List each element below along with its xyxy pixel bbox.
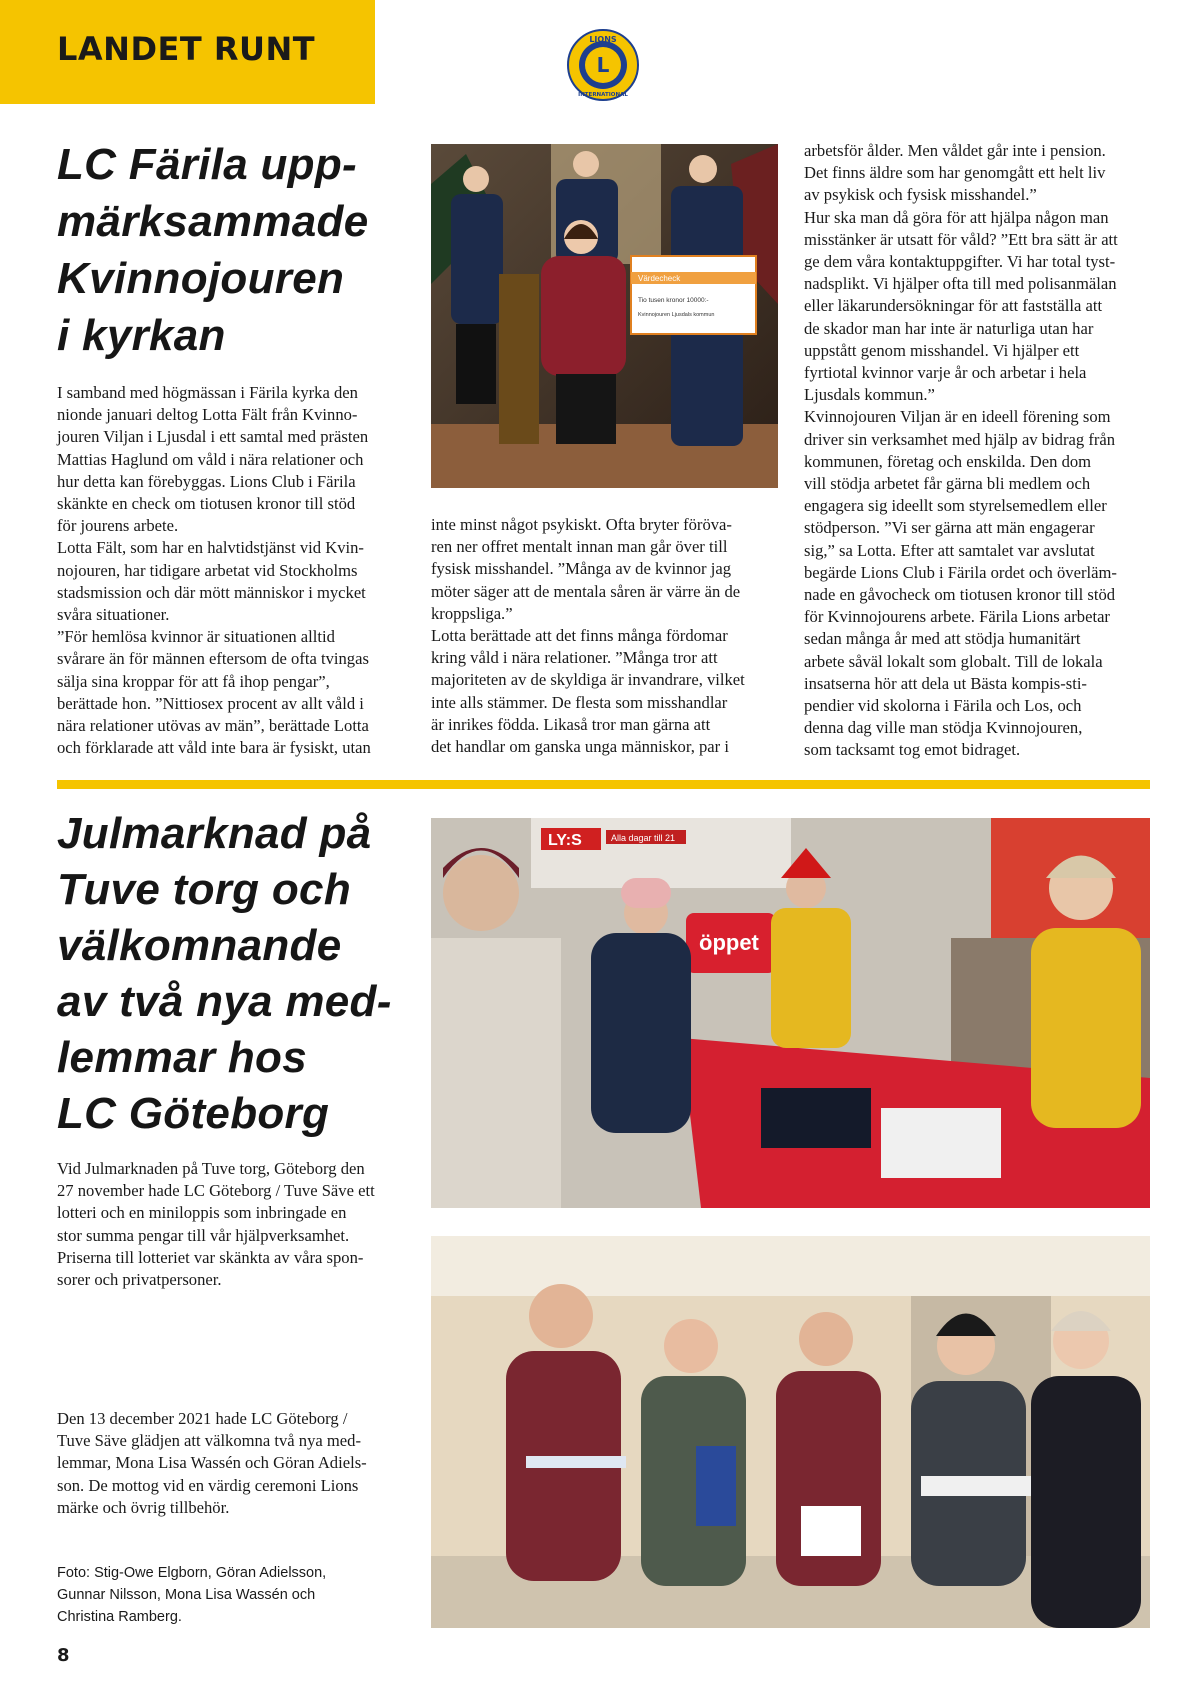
photo-new-members xyxy=(431,1236,1150,1628)
section-label: LANDET RUNT xyxy=(57,30,316,68)
article2-paragraph-1: Vid Julmarknaden på Tuve torg, Göteborg den 27 november hade LC Göteborg / Tuve Säve ett lotteri och en miniloppis som inbringade en stor summa pengar till vår hjälpverksamhet. Priserna till lotteriet var skänkta av våra spon- sorer och privatpersoner. xyxy=(57,1159,375,1290)
page-number: 8 xyxy=(57,1645,70,1666)
logo-text-bottom: INTERNATIONAL xyxy=(578,92,628,98)
check-amount: Tio tusen kronor 10000:- xyxy=(638,297,709,304)
logo-letter: L xyxy=(596,53,610,77)
check-label: Värdecheck xyxy=(638,274,681,283)
photo-credit: Foto: Stig-Owe Elgborn, Göran Adielsson, Gunnar Nilsson, Mona Lisa Wassén och Christina Ramberg. xyxy=(57,1565,327,1625)
store-banner: Alla dagar till 21 xyxy=(611,833,676,843)
section-banner xyxy=(0,0,375,104)
article2-paragraph-2: Den 13 december 2021 hade LC Göteborg / Tuve Säve glädjen att välkomna två nya med- lemmar, Mona Lisa Wassén och Göran Adiels- son. De mottog vid en värdig ceremoni Lions märke och övrig tillbehör. xyxy=(57,1409,367,1517)
article1-column-3: arbetsför ålder. Men våldet går inte i pension. Det finns äldre som har genomgått ett helt liv av psykisk och fysisk misshandel.” Hur ska man då göra för att hjälpa någon man misstänker är utsatt för våld? ”Ett bra sätt är att ge dem våra kontaktuppgifter. Vi har total tyst- nadsplikt. Vi hjälper ofta till med polisanmälan eller läkarundersökningar för att fastställa att de skador man har inte är naturliga utan har uppstått genom misshandel. Vi hjälper ett fyrtiotal kvinnor varje år och arbetar i hela Ljusdals kommun.” Kvinnojouren Viljan är en ideell förening som driver sin verksamhet med hjälp av bidrag från kommunen, företag och enskilda. Den dom vill stödja arbetet får gärna bli medlem och engagera sig ideellt som styrelsemedlem eller stödperson. ”Vi ser gärna att män engagerar sig,” sa Lotta. Efter att samtalet var avslutat begärde Lions Club i Färila ordet och överläm- nade en gåvocheck om tiotusen kronor till stöd för Kvinnojourens arbete. Färila Lions arbetar sedan många år med att stödja humanitärt arbete såväl lokalt som globalt. Till de lokala insatserna hör att dela ut Bästa kompis-sti- pendier vid skolorna i Färila och Los, och denna dag ville man stödja Kvinnojouren, som tacksamt tog emot bidraget. xyxy=(804,141,1118,760)
photo-check-handover xyxy=(431,144,778,488)
store-sign: LY:S xyxy=(548,832,582,849)
lions-logo xyxy=(566,28,640,102)
section-divider xyxy=(57,780,1150,789)
photo-christmas-market xyxy=(431,818,1150,1208)
logo-text-top: LIONS xyxy=(589,35,617,44)
check-payee: Kvinnojouren Ljusdals kommun xyxy=(638,312,715,318)
article1-column-1: I samband med högmässan i Färila kyrka den nionde januari deltog Lotta Fält från Kvinno- jouren Viljan i Ljusdal i ett samtal med prästen Mattias Haglund om våld i nära relationer och hur detta kan förebyggas. Lions Club i Färila skänkte en check om tiotusen kronor till stöd för jourens arbete. Lotta Fält, som har en halvtidstjänst vid Kvin- nojouren, har tidigare arbetat vid Stockholms stadsmission och där mött människor i mycket svåra situationer. ”För hemlösa kvinnor är situationen alltid svårare än för männen eftersom de ofta tvingas sälja sina kroppar för att få ihop pengar”, berättade hon. ”Nittiosex procent av allt våld i nära relationer utövas av män”, berättade Lotta och förklarade att våld inte bara är fysiskt, utan xyxy=(57,383,371,758)
article1-title: LC Färila upp- märksammade Kvinnojouren i kyrkan xyxy=(57,140,369,360)
market-sign: öppet xyxy=(699,930,759,955)
article2-title: Julmarknad på Tuve torg och välkomnande av två nya med- lemmar hos LC Göteborg xyxy=(57,809,392,1138)
article1-column-2: inte minst något psykiskt. Ofta bryter föröva- ren ner offret mentalt innan man går över till fysisk misshandel. ”Många av de kvinnor jag möter säger att de mentala såren är värre än de kroppsliga.” Lotta berättade att det finns många fördomar kring våld i nära relationer. ”Många tror att majoriteten av de skyldiga är invandrare, vilket inte alls stämmer. De flesta som misshandlar är inrikes födda. Likaså tror man gärna att det handlar om ganska unga människor, par i xyxy=(431,515,745,757)
